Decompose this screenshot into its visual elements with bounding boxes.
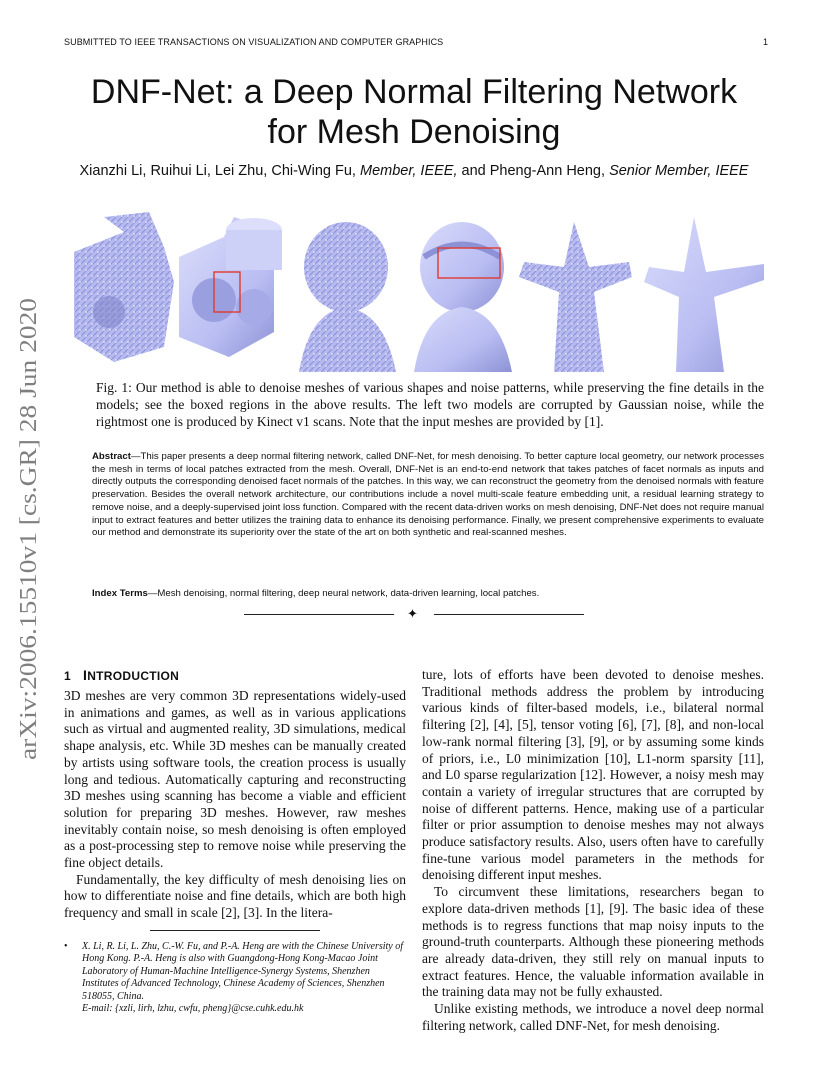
noisy-cube-mesh: [74, 212, 174, 362]
separator-diamond: ✦: [407, 606, 418, 621]
author-role-b: Senior Member, IEEE: [609, 163, 749, 179]
intro-paragraph-3: ture, lots of efforts have been devoted to denoise meshes. Traditional methods address the problem by introducing various kinds of filter-based models, i.e., bilateral normal filtering [2], [4], [5], tensor voting [6], [7], [8], and non-local low-rank normal filtering [3], [9], or by assuming some kinds of priors, i.e., L0 minimization [10], L1-norm sparsity [11], and L0 sparse regularization [12]. However, a noisy mesh may contain a variety of irregular structures that are corrupted by noise of different patterns. Hence, making use of a particular filter or prior assumption to denoise meshes may not always produce satisfactory results. Also, users often have to carefully fine-tune various model parameters in the methods for denoising different input meshes.: [422, 667, 764, 883]
denoised-cube-mesh: [179, 217, 282, 357]
denoised-scan-mesh: [644, 217, 764, 372]
section-title-rest: NTRODUCTION: [87, 669, 180, 683]
footnote-email: E-mail: {xzli, lirh, lzhu, cwfu, pheng}@cse.cuhk.edu.hk: [82, 1003, 304, 1015]
arxiv-stamp: [6, 290, 46, 770]
paper-title: [0, 72, 828, 152]
right-column: [422, 667, 764, 1034]
running-header: SUBMITTED TO IEEE TRANSACTIONS ON VISUALIZATION AND COMPUTER GRAPHICS: [64, 37, 444, 47]
index-terms-label: Index Terms: [92, 588, 148, 599]
intro-paragraph-4: To circumvent these limitations, researchers began to explore data-driven methods [1], [9]. The basic idea of these methods is to regress functions that map noisy inputs to the ground-truth counterparts. Although these pioneering methods are already data-driven, they still rely on manual inputs to extract features. Hence, the valuable information available in the training data may not be fully exhausted.: [422, 884, 764, 1000]
section-number: 1: [64, 669, 71, 683]
teaser-figure: [64, 212, 772, 372]
page-number: 1: [762, 37, 768, 47]
arxiv-stamp-svg: [6, 290, 46, 770]
index-terms: [92, 588, 764, 599]
section-heading: [64, 667, 406, 683]
author-names-b: and Pheng-Ann Heng,: [457, 163, 610, 179]
intro-paragraph-1: 3D meshes are very common 3D representations widely-used in animations and games, as well as in various applications such as virtual and augmented reality, 3D simulations, medical shape analysis, etc. While 3D meshes can be manually created by artists using software tools, the creation process is usually long and tedious. Automatically capturing and reconstructing 3D meshes using scanning has become a viable and efficient solution for preparing 3D meshes. However, raw meshes inevitably contain noise, so mesh denoising is often employed as a post-processing step to remove noise while preserving the fine object details.: [64, 688, 406, 871]
author-names-a: Xianzhi Li, Ruihui Li, Lei Zhu, Chi-Wing Fu,: [79, 163, 360, 179]
noisy-scan-mesh: [519, 222, 632, 372]
arxiv-id-text: arXiv:2006.15510v1 [cs.GR] 28 Jun 2020: [16, 356, 42, 760]
left-column: [64, 667, 406, 1016]
separator-line-left: [244, 614, 394, 615]
intro-paragraph-5: Unlike existing methods, we introduce a novel deep normal filtering network, called DNF-Net, for mesh denoising.: [422, 1001, 764, 1033]
abstract-label: Abstract: [92, 451, 131, 462]
footnote-text: X. Li, R. Li, L. Zhu, C.-W. Fu, and P.-A. Heng are with the Chinese University of Hong Kong. P.-A. Heng is also with Guangdong-Hong Kong-Macao Joint Laboratory of Human-Machine Intelligence-Synergy Systems, Shenzhen Institutes of Advanced Technology, Chinese Academy of Sciences, Shenzhen 518055, China.: [82, 940, 404, 1002]
abstract-text: —This paper presents a deep normal filtering network, called DNF-Net, for mesh denoising. To better capture local geometry, our network processes the mesh in terms of local patches extracted from the mesh. Overall, DNF-Net is an end-to-end network that takes patches of facet normals as inputs and directly outputs the corresponding denoised facet normals of the patches. In this way, we can reconstruct the geometry from the denoised normals with feature preservation. Besides the overall network architecture, our contributions include a novel multi-scale feature embedding unit, a residual learning strategy to remove noise, and a deeply-supervised joint loss function. Compared with the recent data-driven works on mesh denoising, DNF-Net does not require manual input to extract features and better utilizes the training data to enhance its denoising performance. Finally, we present comprehensive experiments to evaluate our method and demonstrate its superiority over the state of the art on both synthetic and real-scanned meshes.: [92, 451, 764, 539]
title-line-1: DNF-Net: a Deep Normal Filtering Network: [90, 73, 738, 111]
author-list: [0, 163, 828, 179]
footnote-bullet: •: [64, 940, 68, 952]
figure-caption: Fig. 1: Our method is able to denoise meshes of various shapes and noise patterns, while preserving the fine details in the models; see the boxed regions in the above results. The left two models are corrupted by Gaussian noise, while the rightmost one is produced by Kinect v1 scans. Note that the input meshes are provided by [1].: [96, 380, 764, 429]
footnote-rule: [150, 930, 320, 931]
affiliation-footnote: [64, 941, 406, 1016]
index-terms-text: —Mesh denoising, normal filtering, deep neural network, data-driven learning, local patches.: [147, 588, 540, 599]
figure-meshes: [64, 212, 772, 372]
section-title-initial: I: [82, 667, 88, 683]
abstract: [92, 451, 764, 540]
section-separator: [244, 606, 584, 622]
intro-paragraph-2: Fundamentally, the key difficulty of mesh denoising lies on how to differentiate noise and fine details, which are both high frequency and small in scale [2], [3]. In the litera-: [64, 871, 406, 921]
separator-line-right: [434, 614, 584, 615]
title-line-2: for Mesh Denoising: [267, 113, 561, 151]
denoised-bust-mesh: [414, 222, 512, 372]
author-role-a: Member, IEEE,: [359, 163, 458, 179]
noisy-bust-mesh: [299, 222, 396, 372]
